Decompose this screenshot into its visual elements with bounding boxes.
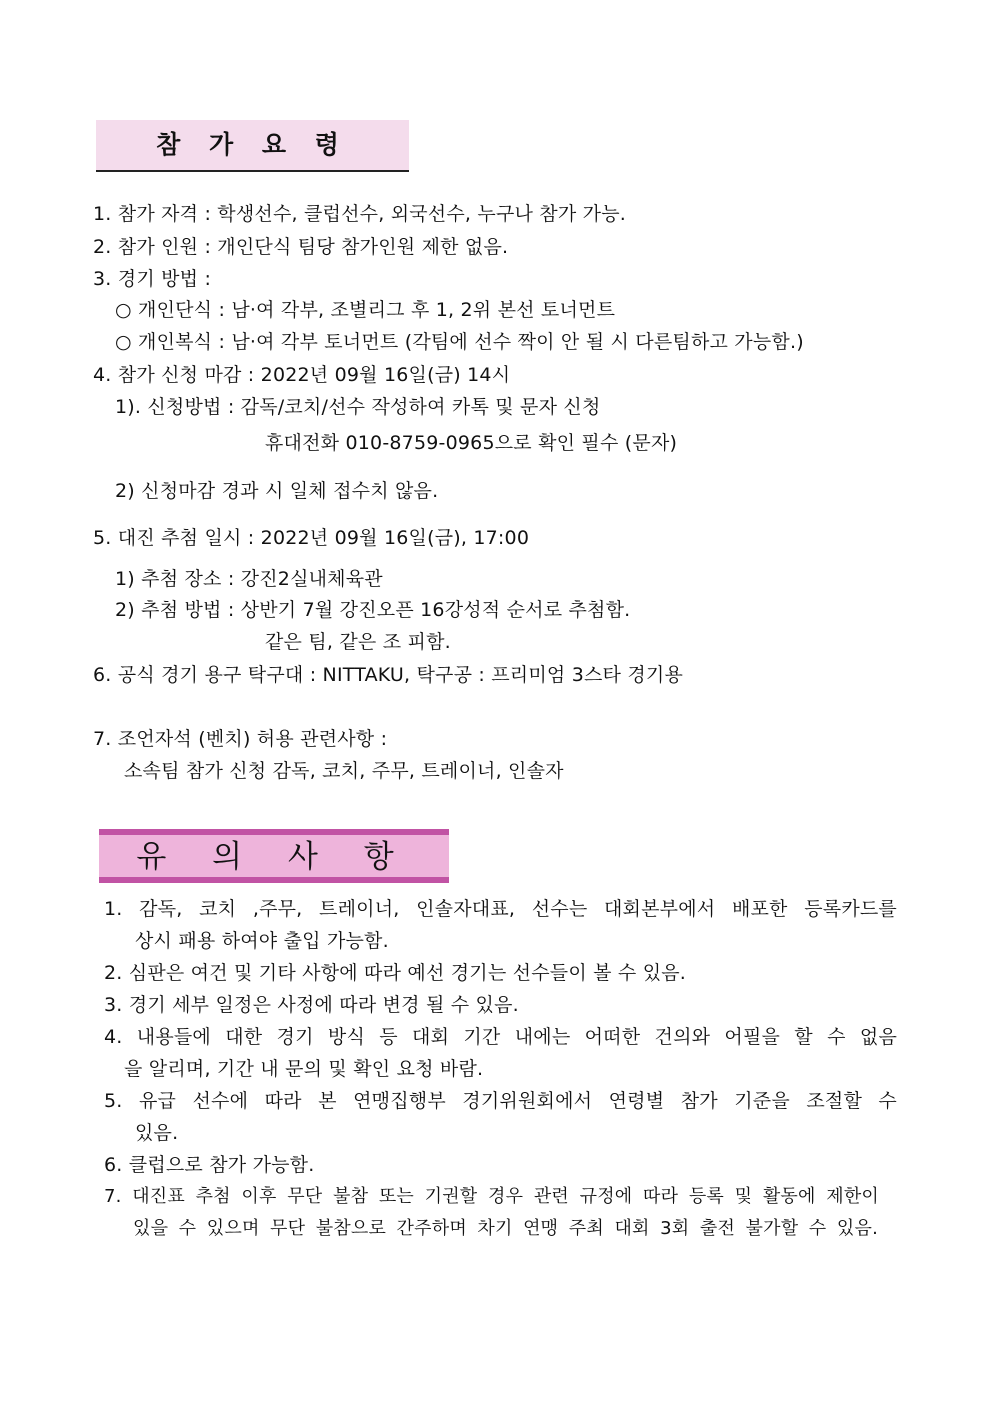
note-5: 5. 유급 선수에 따라 본 연맹집행부 경기위원회에서 연령별 참가 기준을 조절할 수 bbox=[104, 1090, 897, 1112]
note-4-cont: 을 알리며, 기간 내 문의 및 확인 요청 바람. bbox=[124, 1058, 484, 1080]
match-method-singles: ○ 개인단식 : 남·여 각부, 조별리그 후 1, 2위 본선 토너먼트 bbox=[115, 299, 616, 321]
section-title-notes: 유 의 사 항 bbox=[99, 835, 449, 877]
note-1-cont: 상시 패용 하여야 출입 가능함. bbox=[135, 930, 389, 952]
bench-heading: 7. 조언자석 (벤치) 허용 관련사항 : bbox=[93, 728, 388, 750]
note-3: 3. 경기 세부 일정은 사정에 따라 변경 될 수 있음. bbox=[104, 994, 519, 1016]
section-title-participation: 참 가 요 령 bbox=[96, 120, 409, 172]
note-7-cont: 있을 수 있으며 무단 불참으로 간주하며 차기 연맹 주최 대회 3회 출전 불가할 수 있음. bbox=[133, 1218, 878, 1239]
note-2: 2. 심판은 여건 및 기타 사항에 따라 예선 경기는 선수들이 볼 수 있음. bbox=[104, 962, 687, 984]
draw-location: 1) 추첨 장소 : 강진2실내체육관 bbox=[115, 568, 383, 590]
note-4: 4. 내용들에 대한 경기 방식 등 대회 기간 내에는 어떠한 건의와 어필을 할 수 없음 bbox=[104, 1026, 897, 1048]
participation-eligibility: 1. 참가 자격 : 학생선수, 클럽선수, 외국선수, 누구나 참가 가능. bbox=[93, 203, 626, 225]
bench-allowed: 소속팀 참가 신청 감독, 코치, 주무, 트레이너, 인솔자 bbox=[124, 760, 564, 782]
application-method: 1). 신청방법 : 감독/코치/선수 작성하여 카톡 및 문자 신청 bbox=[115, 396, 601, 418]
application-deadline: 4. 참가 신청 마감 : 2022년 09월 16일(금) 14시 bbox=[93, 364, 511, 386]
draw-method-note: 같은 팀, 같은 조 피함. bbox=[265, 631, 451, 653]
note-7: 7. 대진표 추첨 이후 무단 불참 또는 기권할 경우 관련 규정에 따라 등록 및 활동에 제한이 bbox=[104, 1186, 879, 1207]
application-phone: 휴대전화 010-8759-0965으로 확인 필수 (문자) bbox=[265, 432, 678, 454]
title-bottom-bar bbox=[99, 877, 449, 883]
application-late-notice: 2) 신청마감 경과 시 일체 접수치 않음. bbox=[115, 480, 439, 502]
note-6: 6. 클럽으로 참가 가능함. bbox=[104, 1154, 315, 1176]
official-equipment: 6. 공식 경기 용구 탁구대 : NITTAKU, 탁구공 : 프리미엄 3스타 경기용 bbox=[93, 664, 684, 686]
draw-method: 2) 추첨 방법 : 상반기 7월 강진오픈 16강성적 순서로 추첨함. bbox=[115, 599, 631, 621]
participation-headcount: 2. 참가 인원 : 개인단식 팀당 참가인원 제한 없음. bbox=[93, 236, 509, 258]
note-1: 1. 감독, 코치 ,주무, 트레이너, 인솔자대표, 선수는 대회본부에서 배포한 등록카드를 bbox=[104, 898, 897, 920]
match-method-heading: 3. 경기 방법 : bbox=[93, 268, 212, 290]
draw-datetime: 5. 대진 추첨 일시 : 2022년 09월 16일(금), 17:00 bbox=[93, 527, 530, 549]
section-title-notes-box bbox=[99, 829, 449, 883]
note-5-cont: 있음. bbox=[135, 1122, 179, 1144]
match-method-doubles: ○ 개인복식 : 남·여 각부 토너먼트 (각팀에 선수 짝이 안 될 시 다른팀하고 가능함.) bbox=[115, 331, 804, 353]
